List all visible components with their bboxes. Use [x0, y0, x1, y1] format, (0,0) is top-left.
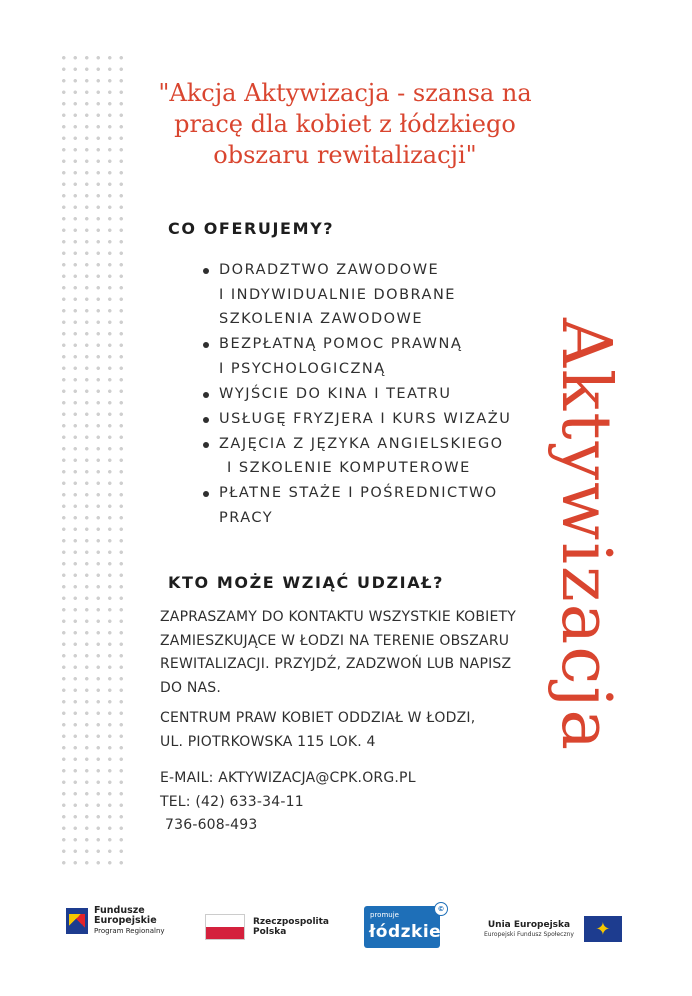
offer-list — [200, 258, 511, 531]
invite-line: ZAPRASZAMY DO KONTAKTU WSZYSTKIE KOBIETY — [160, 609, 517, 625]
rzeczpospolita-polska-logo — [205, 914, 329, 940]
contact-info — [160, 767, 416, 838]
offer-item — [200, 407, 511, 432]
vertical-title — [540, 290, 630, 780]
ue-line: Europejski Fundusz Społeczny — [484, 930, 574, 938]
offer-heading: CO OFERUJEMY? — [168, 219, 335, 238]
pl-small: promuje — [370, 911, 399, 919]
invite-line: ZAMIESZKUJĄCE W ŁODZI NA TERENIE OBSZARU — [160, 632, 510, 649]
offer-item-line: WYJŚCIE DO KINA I TEATRU — [219, 385, 452, 402]
offer-item-line: ZAJĘCIA Z JĘZYKA ANGIELSKIEGO — [219, 435, 504, 452]
logo-bar — [0, 900, 692, 960]
title-line: pracę dla kobiet z łódzkiego — [174, 110, 516, 138]
offer-item — [200, 258, 511, 332]
offer-item-line: I INDYWIDUALNIE DOBRANE — [219, 286, 456, 303]
page-title — [150, 78, 540, 171]
dot-pattern — [58, 52, 128, 872]
copyright-icon: © — [434, 902, 448, 916]
offer-item — [200, 332, 511, 381]
fe-emblem-icon — [66, 908, 88, 934]
offer-item-line: I SZKOLENIE KOMPUTEROWE — [227, 460, 471, 476]
offer-item-line: I PSYCHOLOGICZNĄ — [219, 360, 386, 377]
polish-flag-icon — [205, 914, 245, 940]
offer-item-line: PŁATNE STAŻE I POŚREDNICTWO — [219, 485, 498, 501]
eu-stars-icon: ✦ — [595, 918, 611, 940]
offer-item-line: USŁUGĘ FRYZJERA I KURS WIZAŻU — [219, 410, 512, 427]
who-heading: KTO MOŻE WZIĄĆ UDZIAŁ? — [168, 573, 444, 592]
title-line: obszaru rewitalizacji" — [213, 141, 477, 169]
email-text: E-MAIL: AKTYWIZACJA@CPK.ORG.PL — [160, 770, 416, 786]
eu-flag-icon — [584, 916, 622, 942]
offer-item-line: DORADZTWO ZAWODOWE — [219, 262, 440, 278]
address-line: UL. PIOTRKOWSKA 115 LOK. 4 — [160, 733, 376, 750]
promuje-lodzkie-logo — [364, 905, 445, 948]
offer-item — [200, 432, 511, 481]
ue-line: Unia Europejska — [487, 919, 571, 930]
fe-line: Europejskie — [94, 915, 157, 926]
invite-line: DO NAS. — [160, 679, 222, 696]
address-line: CENTRUM PRAW KOBIET ODDZIAŁ W ŁODZI, — [160, 710, 476, 726]
offer-item-line: BEZPŁATNĄ POMOC PRAWNĄ — [219, 336, 463, 352]
unia-europejska-logo — [484, 916, 622, 942]
rp-line: Rzeczpospolita — [253, 917, 329, 927]
title-line: "Akcja Aktywizacja - szansa na — [158, 79, 532, 107]
fundusze-europejskie-logo — [66, 906, 165, 936]
invite-line: REWITALIZACJI. PRZYJDŹ, ZADZWOŃ LUB NAPISZ — [160, 656, 512, 672]
offer-item-line: PRACY — [219, 509, 274, 526]
fe-line: Program Regionalny — [94, 927, 165, 935]
pl-big: łódzkie — [369, 922, 442, 942]
fe-line: Fundusze — [94, 905, 145, 916]
invite-text — [160, 606, 516, 700]
offer-item — [200, 382, 511, 407]
phone-text: TEL: (42) 633-34-11 — [160, 793, 304, 810]
offer-item — [200, 481, 511, 530]
offer-item-line: SZKOLENIA ZAWODOWE — [219, 311, 424, 327]
phone-text-2: 736-608-493 — [165, 817, 258, 833]
rp-line: Polska — [253, 927, 287, 937]
vertical-word: Aktywizacja — [546, 317, 625, 753]
address — [160, 707, 475, 754]
